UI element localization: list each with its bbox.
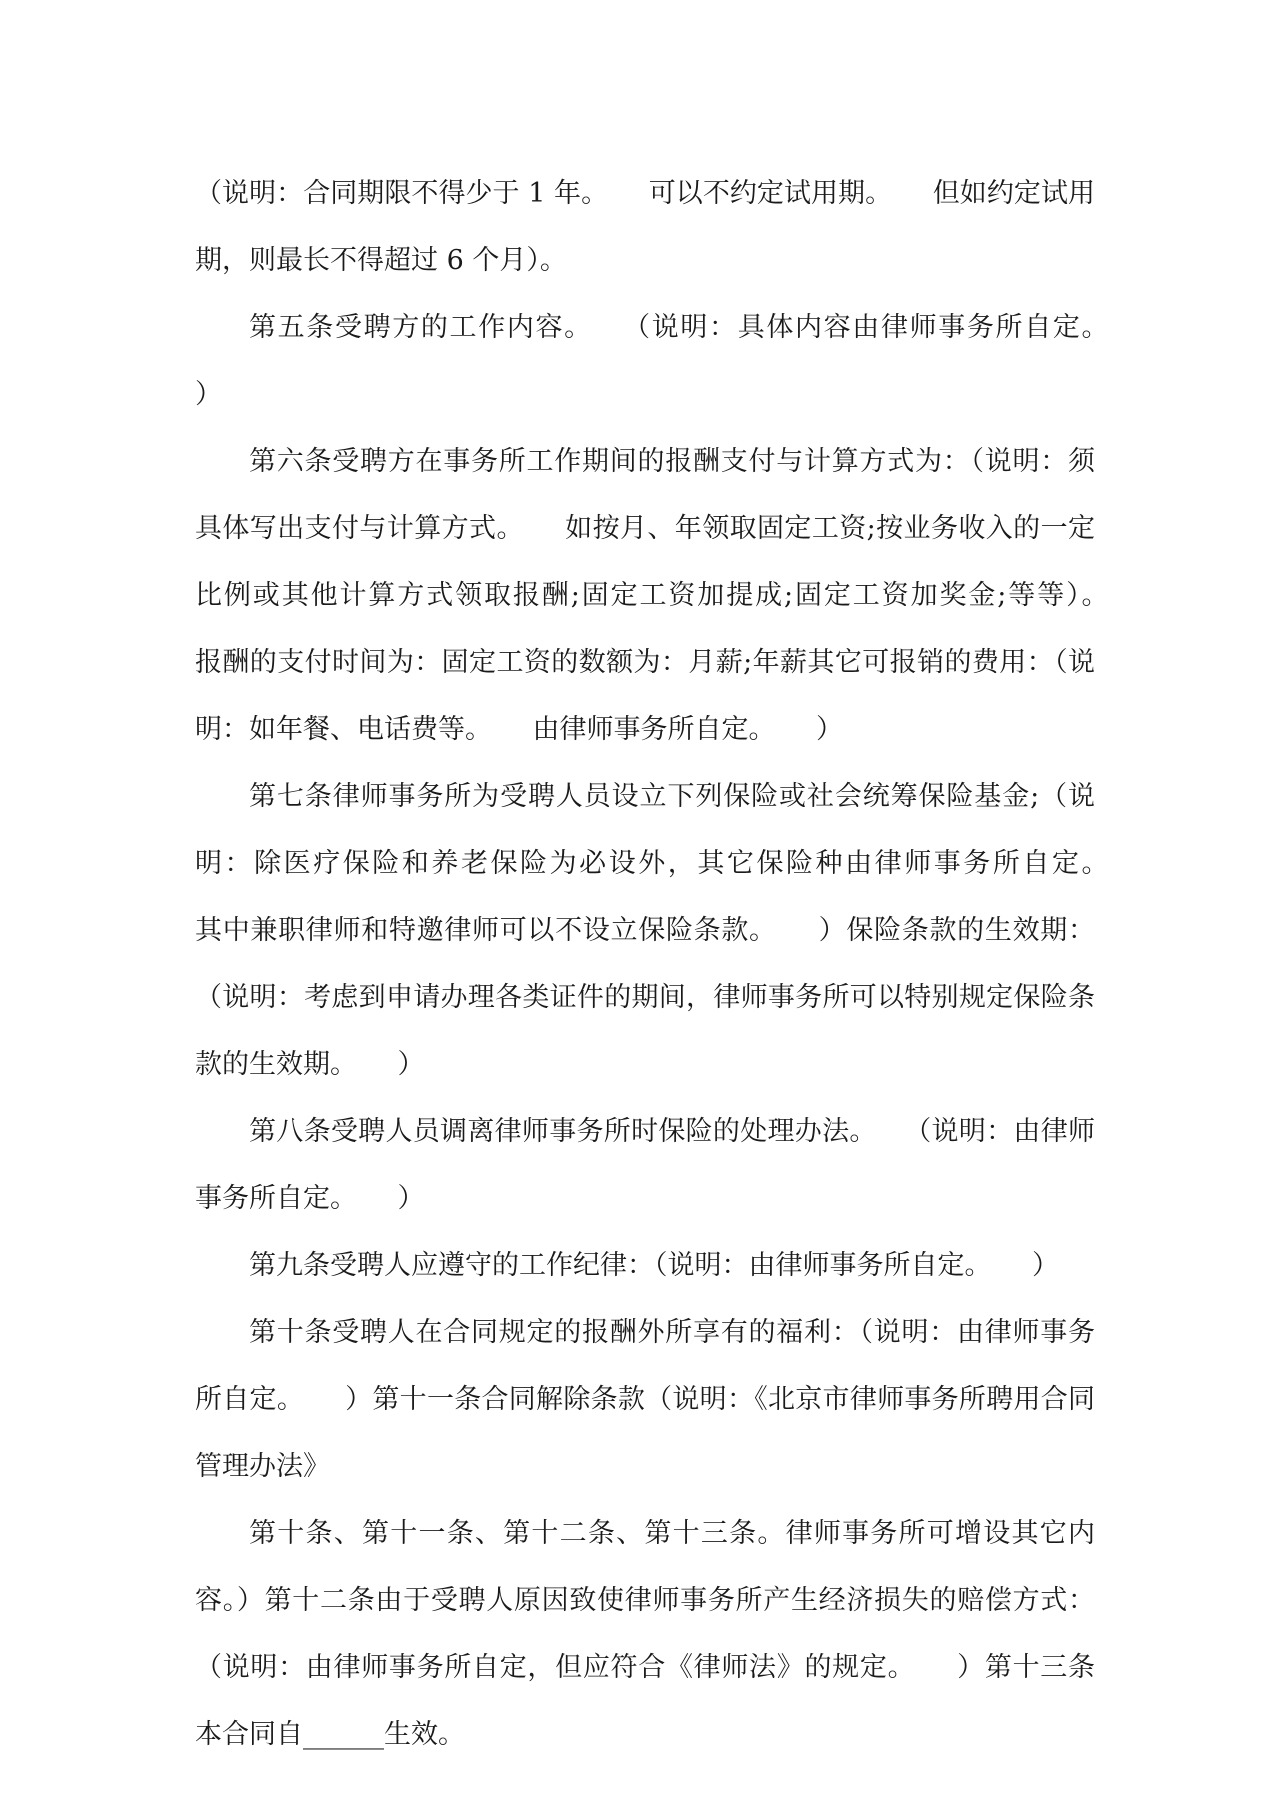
document-body xyxy=(195,160,1149,1768)
paragraph-article-8: 第八条受聘人员调离律师事务所时保险的处理办法。 （说明：由律师事务所自定。 ） xyxy=(195,1116,1095,1214)
paragraph-article-5: 第五条受聘方的工作内容。 （说明：具体内容由律师事务所自定。 ） xyxy=(195,312,1149,410)
paragraph-article-10-11: 第十条受聘人在合同规定的报酬外所享有的福利：（说明：由律师事务所自定。 ）第十一条合同解除条款（说明：《北京市律师事务所聘用合同管理办法》 xyxy=(195,1317,1095,1482)
paragraph-article-6: 第六条受聘方在事务所工作期间的报酬支付与计算方式为：（说明：须具体写出支付与计算方式。 如按月、年领取固定工资;按业务收入的一定比例或其他计算方式领取报酬;固定工资加提成;固定工资加奖金;等等）。 报酬的支付时间为：固定工资的数额为：月薪;年薪其它可报销的费用：（说明：如年餐、电话费等。 由律师事务所自定。 ） xyxy=(195,446,1149,745)
paragraph-article-12-13: 第十条、第十一条、第十二条、第十三条。律师事务所可增设其它内容。）第十二条由于受聘人原因致使律师事务所产生经济损失的赔偿方式：（说明：由律师事务所自定，但应符合《律师法》的规定。 ）第十三条本合同自______生效。 xyxy=(195,1518,1095,1750)
paragraph-term-note: （说明：合同期限不得少于 1 年。 可以不约定试用期。 但如约定试用期，则最长不得超过 6 个月）。 xyxy=(195,178,1095,276)
paragraph-article-7: 第七条律师事务所为受聘人员设立下列保险或社会统筹保险基金;（说明：除医疗保险和养老保险为必设外，其它保险种由律师事务所自定。 其中兼职律师和特邀律师可以不设立保险条款。 ）保险条款的生效期：（说明：考虑到申请办理各类证件的期间，律师事务所可以特别规定保险条款的生效期。 ） xyxy=(195,781,1149,1080)
paragraph-article-9: 第九条受聘人应遵守的工作纪律：（说明：由律师事务所自定。 ） xyxy=(249,1250,1059,1281)
